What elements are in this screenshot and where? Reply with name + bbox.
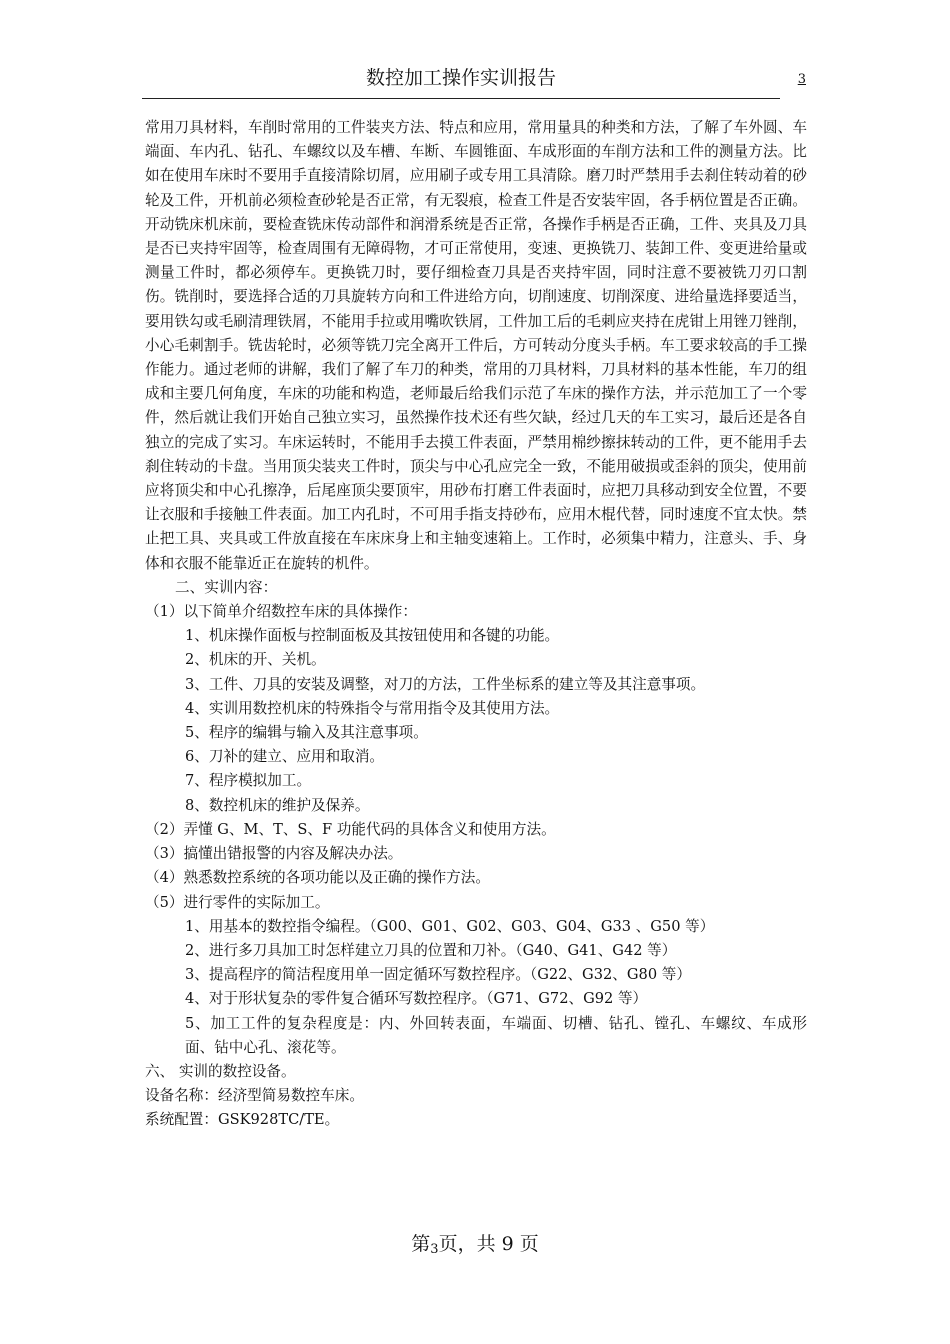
item-5-subitem: 4、对于形状复杂的零件复合循环写数控程序。（G71、G72、G92 等） (185, 990, 648, 1008)
item-1-subitem: 3、工件、刀具的安装及调整，对刀的方法，工件坐标系的建立等及其注意事项。 (185, 675, 706, 693)
footer-suffix: 页，共 9 页 (438, 1233, 539, 1255)
page-title: 数控加工操作实训报告 (365, 67, 556, 89)
item-5-subitem: 2、进行多刀具加工时怎样建立刀具的位置和刀补。（G40、G41、G42 等） (185, 941, 677, 959)
item-1-heading: （1）以下简单介绍数控车床的具体操作： (145, 603, 417, 621)
item-5-subitem: 3、提高程序的简洁程度用单一固定循环写数控程序。（G22、G32、G80 等） (185, 966, 691, 984)
item-1-subitem: 2、机床的开、关机。 (185, 651, 326, 669)
section-heading-equipment: 六、 实训的数控设备。 (145, 1062, 296, 1080)
system-config: 系统配置：GSK928TC/TE。 (145, 1111, 340, 1129)
body-paragraph: 常用刀具材料，车削时常用的工件装夹方法、特点和应用，常用量具的种类和方法，了解了车外圆、车端面、车内孔、钻孔、车螺纹以及车槽、车断、车圆锥面、车成形面的车削方法和工件的测量方法。比如在使用车床时不要用手直接清除切屑，应用刷子或专用工具清除。磨刀时严禁用手去刹住转动着的砂轮及工件，开机前必须检查砂轮是否正常，有无裂痕，检查工件是否安装牢固，各手柄位置是否正确。开动铣床机床前，要检查铣床传动部件和润滑系统是否正常，各操作手柄是否正确，工件、夹具及刀具是否已夹持牢固等，检查周围有无障碍物，才可正常使用，变速、更换铣刀、装卸工件、变更进给量或测量工件时，都必须停车。更换铣刀时，要仔细检查刀具是否夹持牢固，同时注意不要被铣刀刃口割伤。铣削时，要选择合适的刀具旋转方向和工件进给方向，切削速度、切削深度、进给量选择要适当，要用铁勾或毛刷清理铁屑，不能用手拉或用嘴吹铁屑，工件加工后的毛刺应夹持在虎钳上用锉刀锉削，小心毛刺割手。铣齿轮时，必须等铣刀完全离开工件后，方可转动分度头手柄。车工要求较高的手工操作能力。通过老师的讲解，我们了解了车刀的种类，常用的刀具材料，刀具材料的基本性能，车刀的组成和主要几何角度，车床的功能和构造，老师最后给我们示范了车床的操作方法，并示范加工了一个零件，然后就让我们开始自己独立实习，虽然操作技术还有些欠缺，经过几天的车工实习，最后还是各自独立的完成了实习。车床运转时，不能用手去摸工件表面，严禁用棉纱擦抹转动的工件，更不能用手去刹住转动的卡盘。当用顶尖装夹工件时，顶尖与中心孔应完全一致，不能用破损或歪斜的顶尖，使用前应将顶尖和中心孔擦净，后尾座顶尖要顶牢，用砂布打磨工件表面时，应把刀具移动到安全位置，不要让衣服和手接触工件表面。加工内孔时，不可用手指支持砂布，应用木棍代替，同时速度不宜太快。禁止把工具、夹具或工件放直接在车床床身上和主轴变速箱上。工作时，必须集中精力，注意头、手、身体和衣服不能靠近正在旋转的机件。 (145, 119, 807, 572)
document-body (145, 116, 807, 1133)
item-2: （2）弄懂 G、M、T、S、F 功能代码的具体含义和使用方法。 (145, 820, 556, 838)
header-page-number: 3 (797, 72, 806, 87)
header-divider (142, 98, 780, 99)
item-5-subitem: 5、加工工件的复杂程度是：内、外回转表面，车端面、切槽、钻孔、镗孔、车螺纹、车成形面、钻中心孔、滚花等。 (185, 1014, 807, 1056)
item-1-subitem: 7、程序模拟加工。 (185, 772, 312, 790)
item-1-subitem: 6、刀补的建立、应用和取消。 (185, 748, 385, 766)
item-1-subitem: 4、实训用数控机床的特殊指令与常用指令及其使用方法。 (185, 699, 560, 717)
footer-page-number: 3 (430, 1242, 439, 1257)
device-name: 设备名称：经济型简易数控车床。 (145, 1087, 364, 1105)
item-1-subitem: 5、程序的编辑与输入及其注意事项。 (185, 724, 428, 742)
section-heading-content: 二、实训内容： (175, 578, 278, 596)
item-5-subitem: 1、用基本的数控指令编程。（G00、G01、G02、G03、G04、G33 、G50 等） (185, 917, 715, 935)
item-5-heading: （5）进行零件的实际加工。 (145, 893, 330, 911)
item-1-subitem: 8、数控机床的维护及保养。 (185, 796, 370, 814)
item-4: （4）熟悉数控系统的各项功能以及正确的操作方法。 (145, 869, 490, 887)
item-1-subitem: 1、机床操作面板与控制面板及其按钮使用和各键的功能。 (185, 627, 560, 645)
item-3: （3）搞懂出错报警的内容及解决办法。 (145, 845, 403, 863)
page-footer (0, 1230, 950, 1264)
footer-prefix: 第 (411, 1233, 431, 1255)
